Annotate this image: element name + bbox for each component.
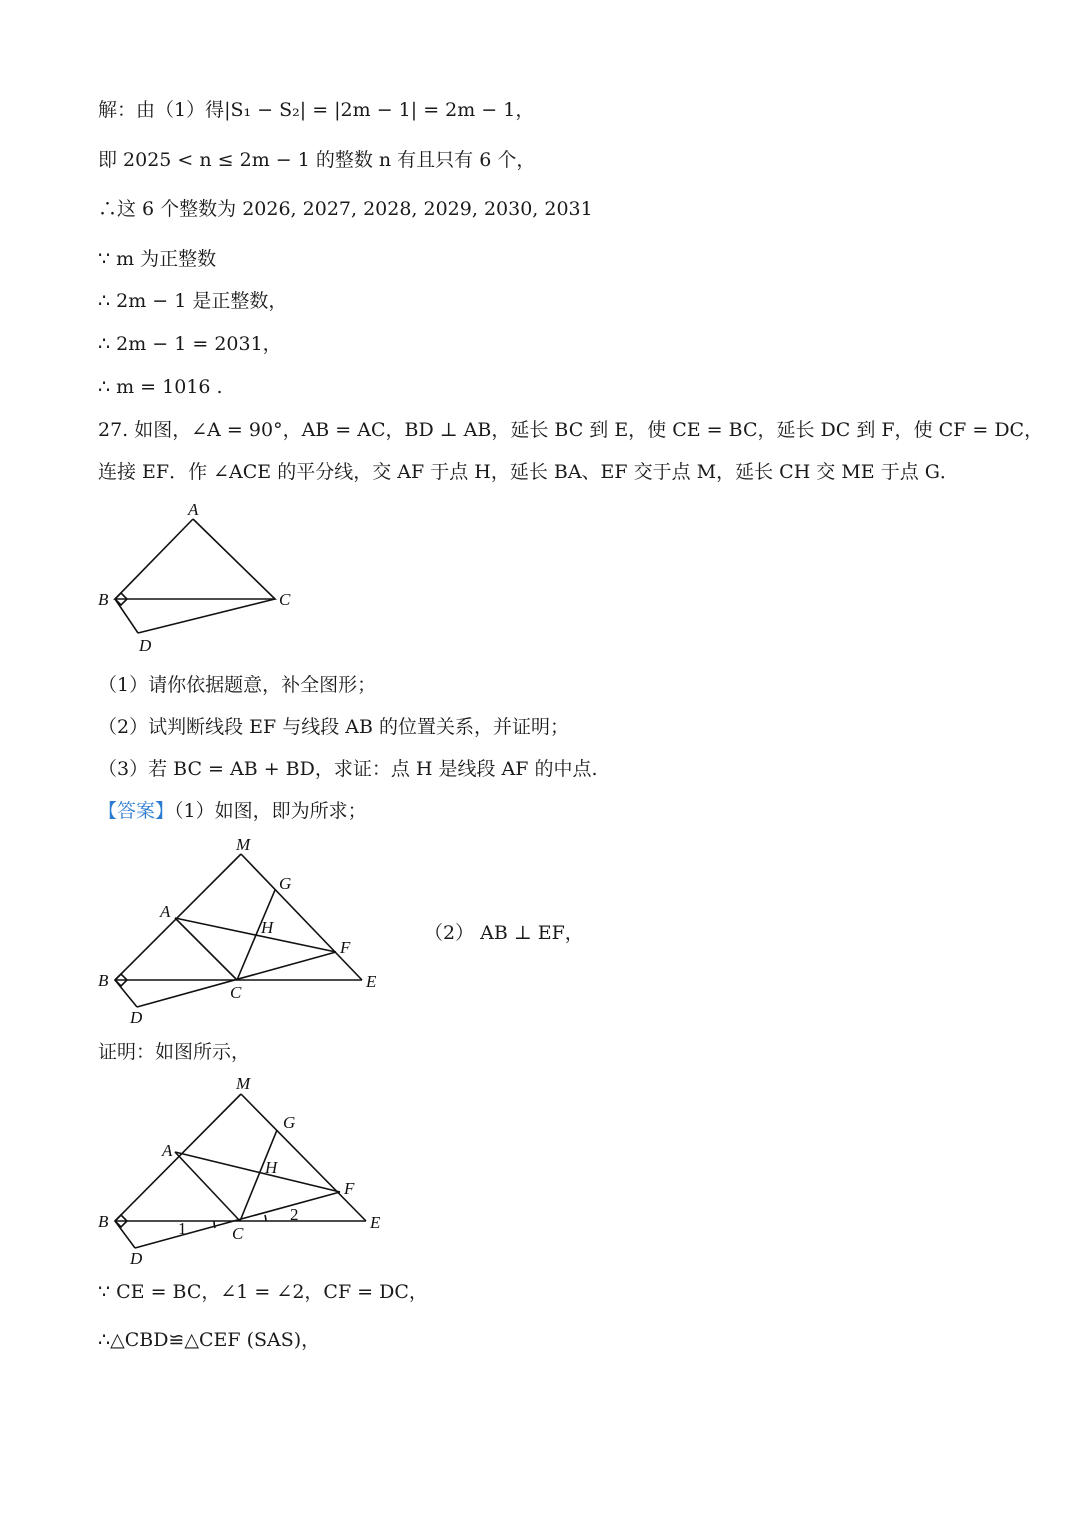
segment-af — [175, 1152, 340, 1192]
label-d: D — [139, 636, 152, 655]
label-angle-1: 1 — [178, 1219, 187, 1238]
solution-line-5: ∴ 2m − 1 是正整数， — [98, 290, 288, 312]
label-b: B — [98, 590, 109, 609]
segment-ac — [175, 918, 237, 980]
label-e: E — [366, 972, 377, 991]
proof-line-1: ∵ CE = BC，∠1 = ∠2，CF = DC， — [98, 1281, 428, 1303]
segment-bd — [115, 599, 138, 633]
label-h: H — [261, 918, 274, 937]
label-g: G — [283, 1113, 296, 1132]
solution-line-2: 即 2025 < n ≤ 2m − 1 的整数 n 有且只有 6 个， — [98, 149, 536, 171]
angle-1-arc — [214, 1221, 215, 1228]
label-h: H — [265, 1158, 278, 1177]
answer-part-2: （2） AB ⊥ EF， — [424, 922, 584, 944]
answer-tag: 【答案】 — [98, 800, 175, 822]
label-g: G — [279, 874, 292, 893]
solution-line-4: ∵ m 为正整数 — [98, 248, 217, 270]
segment-dc — [138, 599, 275, 633]
solution-line-7: ∴ m = 1016 . — [98, 376, 223, 398]
question-3: （3）若 BC = AB + BD，求证：点 H 是线段 AF 的中点. — [98, 758, 598, 780]
label-m: M — [236, 1074, 251, 1093]
label-e: E — [370, 1213, 381, 1232]
label-f: F — [340, 938, 351, 957]
figure-proof — [90, 1070, 400, 1270]
label-c: C — [279, 590, 291, 609]
solution-line-1: 解：由（1）得|S₁ − S₂| = |2m − 1| = 2m − 1， — [98, 99, 535, 121]
label-c: C — [230, 983, 242, 1002]
answer-part-1: （1）如图，即为所求； — [174, 800, 367, 822]
segment-bm — [115, 854, 241, 980]
segment-ac — [175, 1152, 240, 1221]
proof-line-2: ∴△CBD≌△CEF (SAS)， — [98, 1329, 321, 1351]
label-a: A — [160, 902, 171, 921]
question-2: （2）试判断线段 EF 与线段 AB 的位置关系，并证明； — [98, 716, 569, 738]
problem-statement-line-2: 连接 EF．作 ∠ACE 的平分线，交 AF 于点 H，延长 BA、EF 交于点 M，延长 CH 交 ME 于点 G． — [98, 461, 959, 483]
question-1: （1）请你依据题意，补全图形； — [98, 674, 377, 696]
angle-2-arc — [265, 1215, 266, 1221]
solution-line-6: ∴ 2m − 1 = 2031， — [98, 333, 282, 355]
triangle-abc — [115, 519, 275, 599]
label-angle-2: 2 — [290, 1205, 299, 1224]
label-c: C — [232, 1224, 244, 1243]
label-d: D — [130, 1008, 143, 1027]
label-a: A — [188, 500, 199, 519]
label-d: D — [130, 1249, 143, 1268]
label-a: A — [162, 1141, 173, 1160]
label-b: B — [98, 1212, 109, 1231]
problem-statement-line-1: 27. 如图，∠A = 90°，AB = AC，BD ⊥ AB，延长 BC 到 E，使 CE = BC，延长 DC 到 F，使 CF = DC， — [98, 419, 1044, 441]
label-b: B — [98, 971, 109, 990]
label-f: F — [344, 1179, 355, 1198]
proof-intro: 证明：如图所示， — [98, 1041, 251, 1063]
answer-header — [98, 799, 367, 823]
figure-original — [90, 495, 310, 660]
figure-completed — [90, 830, 400, 1030]
label-m: M — [236, 835, 251, 854]
solution-line-3: ∴这 6 个整数为 2026, 2027, 2028, 2029, 2030, 2031 — [98, 198, 593, 220]
